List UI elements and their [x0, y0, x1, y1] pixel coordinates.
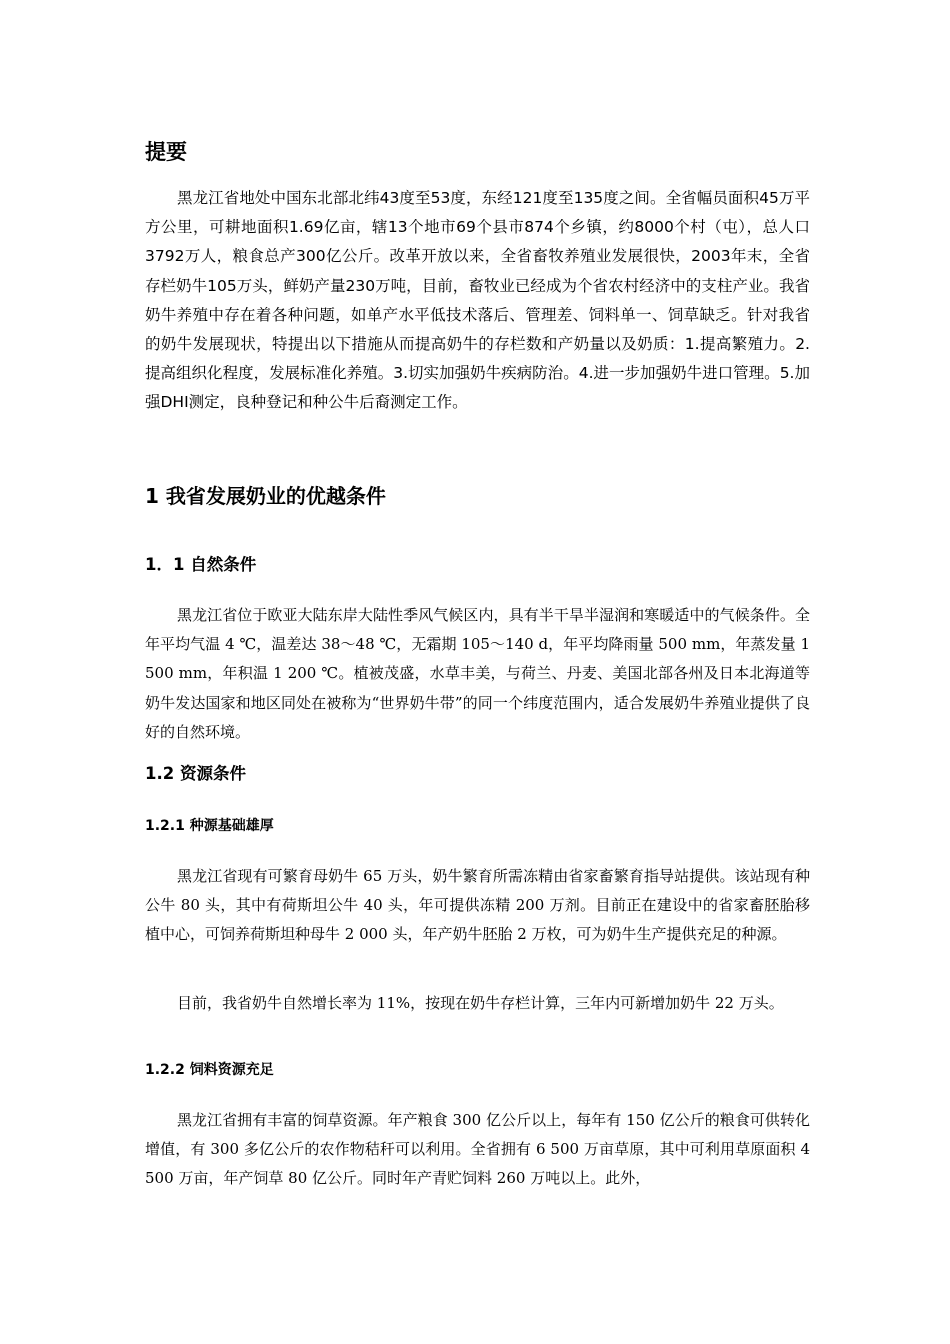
section-1-2-2-heading: 1.2.2 饲料资源充足 [145, 1062, 274, 1078]
abstract-heading: 提要 [145, 140, 187, 164]
section-1-2-1-heading: 1.2.1 种源基础雄厚 [145, 818, 274, 834]
section-1-1-heading: 1．1 自然条件 [145, 555, 257, 574]
natural-conditions-paragraph: 黑龙江省位于欧亚大陆东岸大陆性季风气候区内，具有半干旱半湿润和寒暖适中的气候条件。全年平均气温 4 ℃，温差达 38～48 ℃，无霜期 105～140 d，年平均降雨量 500 mm，年蒸发量 1 500 mm，年积温 1 200 ℃。植被茂盛，水草丰美，与荷兰、丹麦、美国北部各州及日本北海道等奶牛发达国家和地区同处在被称为“世界奶牛带”的同一个纬度范围内，适合发展奶牛养殖业提供了良好的自然环境。 [145, 606, 810, 741]
feed-resources-paragraph: 黑龙江省拥有丰富的饲草资源。年产粮食 300 亿公斤以上，每年有 150 亿公斤的粮食可供转化增值，有 300 多亿公斤的农作物秸秆可以利用。全省拥有 6 500 万亩草原，其中可利用草原面积 4 500 万亩，年产饲草 80 亿公斤。同时年产青贮饲料 260 万吨以上。此外， [145, 1111, 810, 1188]
seed-source-paragraph-1: 黑龙江省现有可繁育母奶牛 65 万头，奶牛繁育所需冻精由省家畜繁育指导站提供。该站现有种公牛 80 头，其中有荷斯坦公牛 40 头，年可提供冻精 200 万剂。目前正在建设中的省家畜胚胎移植中心，可饲养荷斯坦种母牛 2 000 头，年产奶牛胚胎 2 万枚，可为奶牛生产提供充足的种源。 [145, 867, 810, 944]
section-1-2-heading: 1.2 资源条件 [145, 764, 246, 783]
seed-source-paragraph-2: 目前，我省奶牛自然增长率为 11%，按现在奶牛存栏计算，三年内可新增加奶牛 22 万头。 [177, 994, 784, 1012]
abstract-paragraph: 黑龙江省地处中国东北部北纬43度至53度，东经121度至135度之间。全省幅员面积45万平方公里，可耕地面积1.69亿亩，辖13个地市69个县市874个乡镇，约8000个村（屯），总人口3792万人，粮食总产300亿公斤。改革开放以来，全省畜牧养殖业发展很快，2003年末，全省存栏奶牛105万头，鲜奶产量230万吨，目前，畜牧业已经成为个省农村经济中的支柱产业。我省奶牛养殖中存在着各种问题，如单产水平低技术落后、管理差、饲料单一、饲草缺乏。针对我省的奶牛发展现状，特提出以下措施从而提高奶牛的存栏数和产奶量以及奶质：1.提高繁殖力。2.提高组织化程度，发展标准化养殖。3.切实加强奶牛疾病防治。4.进一步加强奶牛进口管理。5.加强DHI测定，良种登记和种公牛后裔测定工作。 [145, 189, 810, 412]
section-1-heading: 1 我省发展奶业的优越条件 [145, 484, 386, 508]
